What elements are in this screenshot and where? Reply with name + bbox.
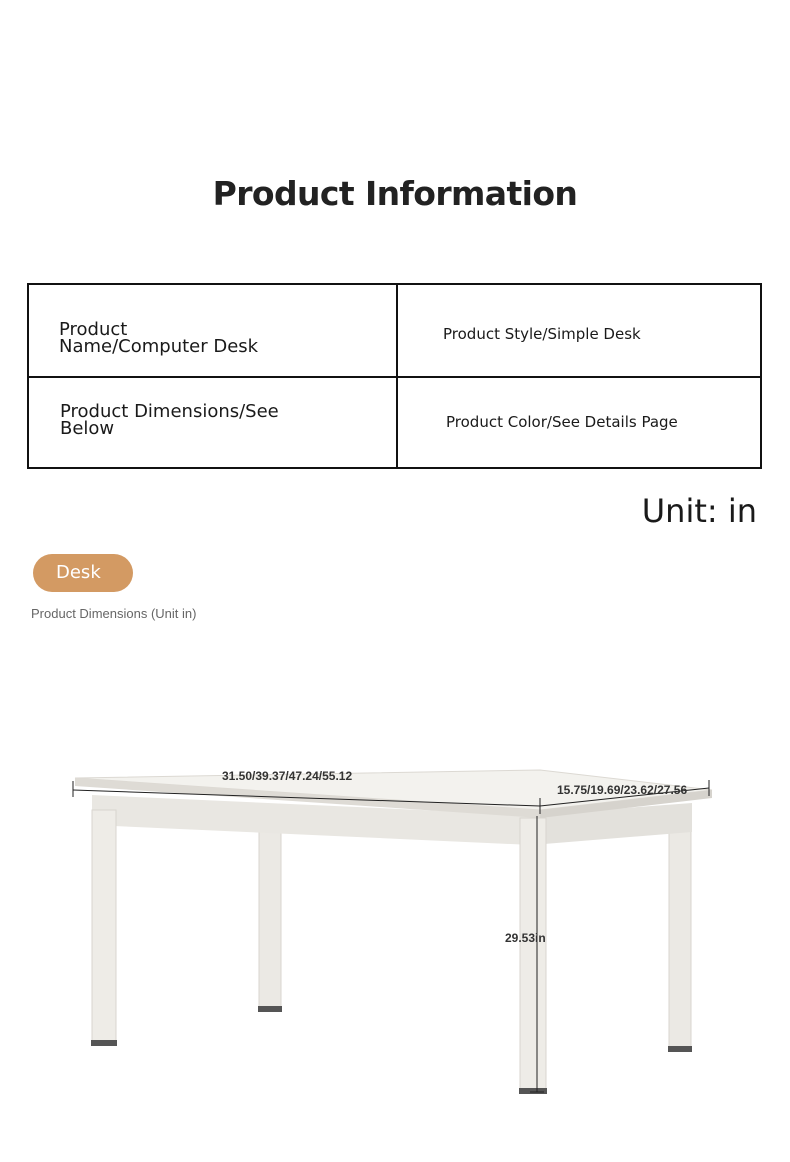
- product-name-line2: Name/Computer Desk: [59, 336, 259, 357]
- product-color-cell: Product Color/See Details Page: [446, 413, 678, 431]
- unit-label: Unit: in: [641, 492, 757, 530]
- product-name-cell: [59, 321, 258, 355]
- product-dimensions-line1: Product Dimensions/See: [60, 401, 279, 422]
- length-dimension-label: 31.50/39.37/47.24/55.12: [222, 769, 353, 783]
- table-divider-horizontal: [29, 376, 760, 378]
- product-dimensions-line2: Below: [60, 418, 115, 439]
- desk-tag: Desk: [33, 554, 133, 592]
- product-dimensions-cell: [60, 403, 279, 437]
- desk-illustration: [0, 640, 790, 1110]
- page-title: Product Information: [212, 174, 578, 213]
- product-info-table: [27, 283, 762, 469]
- height-dimension-label: 29.53in: [505, 931, 546, 945]
- product-name-line1: Product: [59, 319, 128, 340]
- product-style-cell: Product Style/Simple Desk: [443, 325, 641, 343]
- depth-dimension-label: 15.75/19.69/23.62/27.56: [557, 783, 688, 797]
- dimensions-subtitle: Product Dimensions (Unit in): [31, 606, 197, 621]
